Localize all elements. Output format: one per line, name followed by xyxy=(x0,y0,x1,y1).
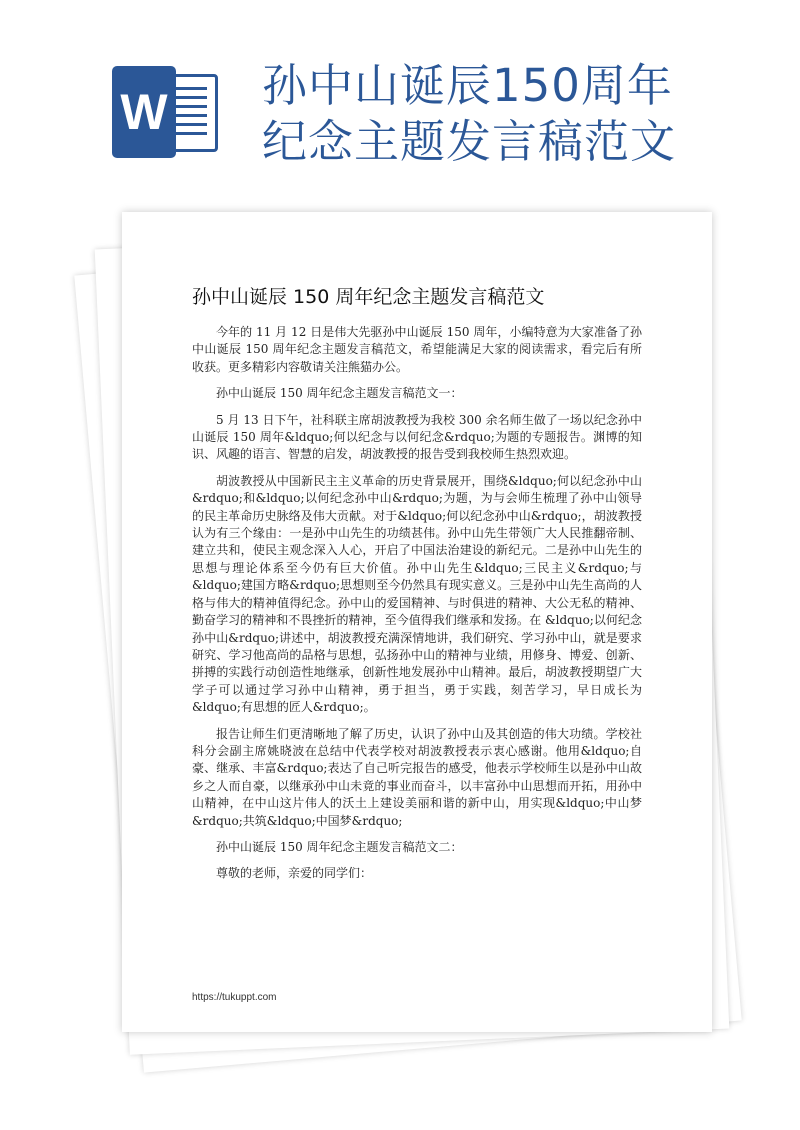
word-document-icon xyxy=(112,66,222,158)
word-logo-letter: W xyxy=(112,66,176,158)
banner-title-line2: 纪念主题发言稿范文 xyxy=(262,115,677,168)
banner-title-line1: 孙中山诞辰150周年 xyxy=(262,59,673,112)
paragraph-intro: 今年的 11 月 12 日是伟大先驱孙中山诞辰 150 周年，小编特意为大家准备了孙中山诞辰 150 周年纪念主题发言稿范文，希望能满足大家的阅读需求，看完后有所收获。更多精彩内容敬请关注熊猫办公。 xyxy=(192,325,642,374)
paragraph-section-one-heading: 孙中山诞辰 150 周年纪念主题发言稿范文一： xyxy=(216,386,463,401)
paragraph-salutation: 尊敬的老师，亲爱的同学们： xyxy=(216,866,373,881)
banner-title xyxy=(262,58,782,170)
footer-url: https://tukuppt.com xyxy=(192,992,277,1003)
paragraph-section-two-heading: 孙中山诞辰 150 周年纪念主题发言稿范文二： xyxy=(216,839,463,854)
document-body xyxy=(192,324,642,892)
document-title: 孙中山诞辰 150 周年纪念主题发言稿范文 xyxy=(192,286,545,308)
header-banner xyxy=(0,0,800,200)
document-page xyxy=(122,212,712,1032)
paragraph: 胡波教授从中国新民主主义革命的历史背景展开，围绕&ldquo;何以纪念孙中山&rdquo;和&ldquo;以何纪念孙中山&rdquo;为题，为与会师生梳理了孙中山领导的民主革命历史脉络及伟大贡献。对于&ldquo;何以纪念孙中山&rdquo;，胡波教授认为有三个缘由：一是孙中山先生的功绩甚伟。孙中山先生带领广大人民推翻帝制、建立共和，使民主观念深入人心，开启了中国法治建设的新纪元。二是孙中山先生的思想与理论体系至今仍有巨大价值。孙中山先生&ldquo;三民主义&rdquo;与&ldquo;建国方略&rdquo;思想则至今仍然具有现实意义。三是孙中山先生高尚的人格与伟大的精神值得纪念。孙中山的爱国精神、与时俱进的精神、大公无私的精神、勤奋学习的精神和不畏挫折的精神，至今值得我们继承和发扬。在 &ldquo;以何纪念孙中山&rdquo;讲述中，胡波教授充满深情地讲，我们研究、学习孙中山，就是要求研究、学习他高尚的品格与思想，弘扬孙中山的精神与业绩，用修身、博爱、创新、拼搏的实践行动创造性地继承，创新性地发展孙中山精神。最后，胡波教授期望广大学子可以通过学习孙中山精神，勇于担当，勇于实践，刻苦学习，早日成长为&ldquo;有思想的匠人&rdquo;。 xyxy=(192,473,642,715)
paragraph: 报告让师生们更清晰地了解了历史，认识了孙中山及其创造的伟大功绩。学校社科分会副主席姚晓波在总结中代表学校对胡波教授表示衷心感谢。他用&ldquo;自豪、继承、丰富&rdquo;表达了自己听完报告的感受，他表示学校师生以是孙中山故乡之人而自豪，以继承孙中山未竟的事业而奋斗，以丰富孙中山思想而开拓，用孙中山精神，在中山这片伟人的沃土上建设美丽和谐的新中山，用实现&ldquo;中山梦&rdquo;共筑&ldquo;中国梦&rdquo; xyxy=(192,726,642,828)
paragraph: 5 月 13 日下午，社科联主席胡波教授为我校 300 余名师生做了一场以纪念孙中山诞辰 150 周年&ldquo;何以纪念与以何纪念&rdquo;为题的专题报告。渊博的知识、风趣的语言、智慧的启发，胡波教授的报告受到我校师生热烈欢迎。 xyxy=(192,412,642,462)
